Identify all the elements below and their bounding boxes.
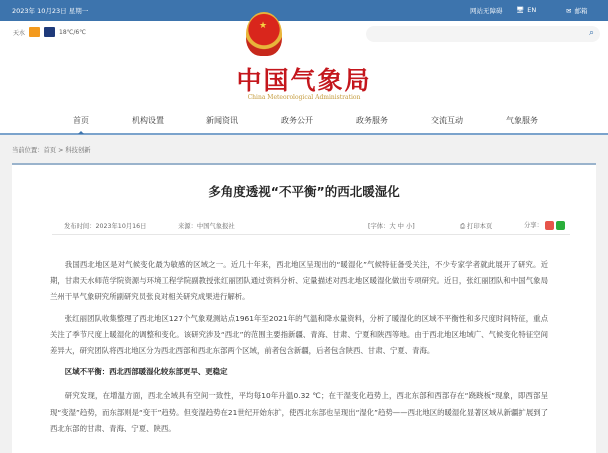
paragraph: 我国西北地区是对气候变化最为敏感的区域之一。近几十年来，西北地区呈现出的“暖湿化”气候特征备受关注，不少专家学者就此展开了研究。近期，甘肃天水师范学院资源与环境工程学院副教授张红丽团队通过资料分析、定量描述对西北地区暖湿化做出专项研究。近日，张红丽团队和中国气象局兰州干旱气象研究所副研究员张良对相关研究成果进行解析。: [50, 260, 548, 302]
publish-date: 发布时间：2023年10月16日: [64, 223, 147, 230]
mail-icon: ✉: [566, 6, 572, 15]
current-date: 2023年 10月23日 星期一: [12, 7, 89, 15]
nav-interaction[interactable]: 交流互动: [431, 116, 463, 125]
print-button[interactable]: [460, 221, 492, 231]
weather-city: 天水: [13, 29, 26, 37]
nav-weather-service[interactable]: 气象服务: [506, 116, 538, 125]
nav-gov-service[interactable]: 政务服务: [356, 116, 388, 125]
site-logo[interactable]: 中国气象局: [236, 66, 372, 95]
moon-cloud-night-icon: [44, 27, 55, 37]
article-body: [50, 257, 548, 442]
share-bar: [524, 220, 565, 230]
partly-cloudy-day-icon: [29, 27, 40, 37]
nav-news[interactable]: 新闻资讯: [206, 116, 238, 125]
print-label: 打印本页: [467, 223, 493, 230]
nav-organization[interactable]: 机构设置: [132, 116, 164, 125]
site-logo-english: China Meteorological Administration: [247, 94, 361, 101]
english-label: EN: [527, 6, 537, 14]
nav-gov-info[interactable]: 政务公开: [281, 116, 313, 125]
english-link[interactable]: [516, 6, 536, 14]
section-heading: 区域不平衡：西北西部暖湿化较东部更早、更稳定: [64, 367, 228, 377]
wechat-icon[interactable]: [556, 221, 565, 230]
article-source: 来源：中国气象报社: [178, 223, 235, 230]
search-input[interactable]: [366, 26, 600, 42]
mail-link[interactable]: [566, 6, 587, 15]
search-icon[interactable]: ⌕: [588, 28, 594, 38]
font-size-selector[interactable]: [字体：大 中 小]: [368, 223, 415, 230]
share-label: 分享：: [524, 222, 543, 229]
article-meta: [52, 221, 570, 235]
weather-widget: [13, 27, 86, 37]
top-bar: [0, 0, 608, 21]
printer-icon: ⎙: [460, 223, 468, 230]
national-emblem: ★: [246, 12, 282, 56]
breadcrumb[interactable]: 当前位置：首页 > 科技创新: [12, 147, 91, 154]
site-header: [0, 21, 608, 135]
article-card: [12, 163, 596, 453]
paragraph: 张红丽团队收集整理了西北地区127个气象观测站点1961年至2021年的气温和降水量资料，分析了暖湿化的区域不平衡性和多尺度时间特征，重点关注了季节尺度上暖湿化的调整和变化。该研究涉及“西北”的范围主要指新疆、青海、甘肃、宁夏和陕西等地。由于西北地区地域广、气候变化特征空间差异大，研究团队将西北地区分为西北西部和西北东部两个区域，前者包含新疆，后者包含陕西、甘肃、宁夏、青海。: [50, 313, 548, 356]
nav-home[interactable]: 首页: [73, 116, 89, 125]
weibo-icon[interactable]: [545, 221, 554, 230]
article-title: 多角度透视“不平衡”的西北暖湿化: [208, 184, 400, 199]
accessibility-link[interactable]: 网站无障碍: [470, 7, 503, 15]
monitor-icon: 🖥: [516, 6, 525, 14]
weather-temp: 18℃/6℃: [59, 28, 86, 36]
paragraph: 研究发现，在增温方面，西北全域具有空间一致性，平均每10年升温0.32 ℃；在干湿变化趋势上，西北东部和西部存在“跷跷板”现象，即西部呈现“变湿”趋势，而东部则是“变干”趋势。但变湿趋势在21世纪开始东扩，使西北东部也呈现出“湿化”趋势——西北地区的暖湿化显著区域从新疆扩展到了西北东部的甘肃、青海、宁夏、陕西。: [50, 391, 548, 433]
mail-label: 邮箱: [574, 7, 588, 15]
